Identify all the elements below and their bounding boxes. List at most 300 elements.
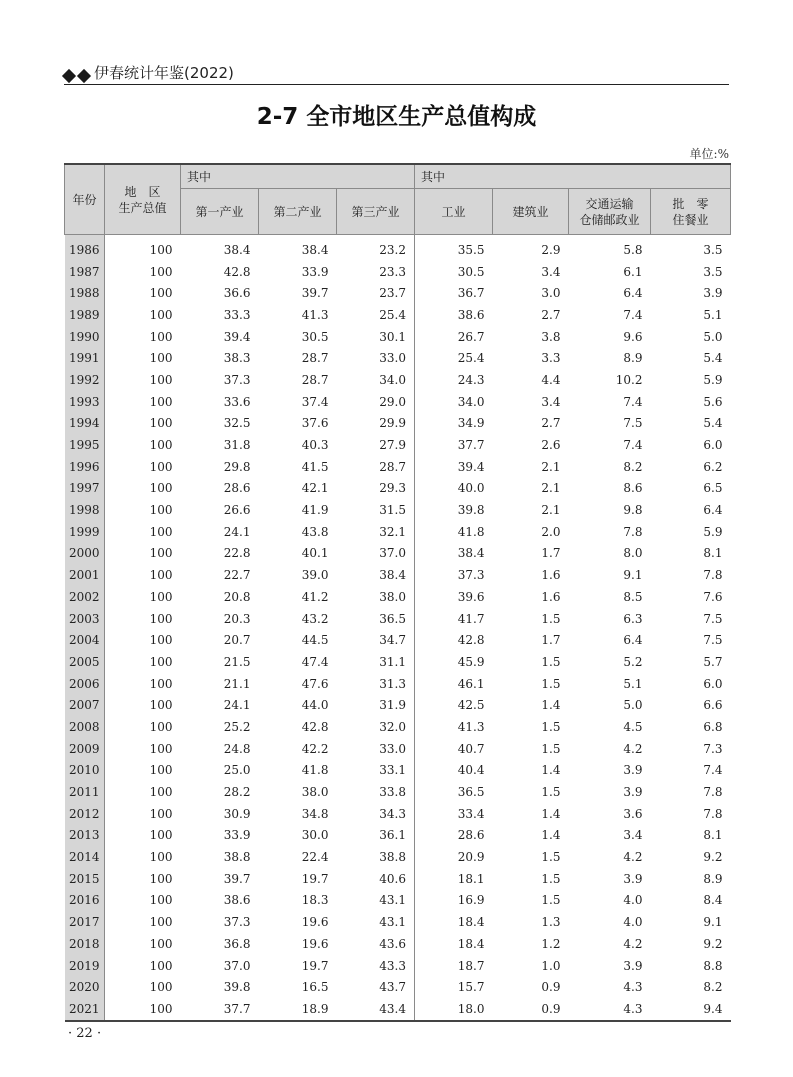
industry-cell: 16.9: [457, 893, 485, 908]
table-row: [65, 235, 731, 261]
construction-cell: 1.5: [541, 719, 561, 734]
transport-cell: 4.0: [623, 915, 643, 930]
trade-cell: 8.2: [703, 980, 723, 995]
transport-cell: 7.4: [623, 394, 643, 409]
transport-cell: 3.9: [623, 785, 643, 800]
trade-cell: 3.5: [703, 264, 723, 279]
industry-cell: 40.4: [457, 763, 485, 778]
table-body: [65, 235, 731, 1021]
primary-cell: 38.6: [223, 893, 251, 908]
transport-cell: 9.6: [623, 329, 643, 344]
primary-cell: 39.7: [223, 871, 251, 886]
secondary-cell: 37.6: [301, 416, 329, 431]
gdp-cell: 100: [149, 568, 173, 583]
tertiary-cell: 31.3: [337, 673, 415, 695]
trade-cell: 7.3: [703, 741, 723, 756]
header-row-1: [65, 164, 731, 189]
transport-cell: 3.4: [623, 828, 643, 843]
trade-cell: 9.1: [703, 915, 723, 930]
table-row: [65, 478, 731, 500]
secondary-cell: 42.8: [301, 719, 329, 734]
primary-cell: 21.5: [223, 654, 251, 669]
transport-cell: 9.8: [623, 503, 643, 518]
year-cell: 1995: [65, 434, 105, 456]
secondary-cell: 40.1: [301, 546, 329, 561]
gdp-cell: 100: [149, 719, 173, 734]
gdp-cell: 100: [149, 936, 173, 951]
col-group-sectors: 其中: [181, 164, 415, 189]
construction-cell: 1.3: [541, 915, 561, 930]
table-row: [65, 868, 731, 890]
transport-cell: 3.9: [623, 871, 643, 886]
year-cell: 1986: [65, 235, 105, 261]
industry-cell: 38.4: [457, 546, 485, 561]
secondary-cell: 42.2: [301, 741, 329, 756]
table-row: [65, 716, 731, 738]
primary-cell: 36.6: [223, 286, 251, 301]
trade-cell: 5.4: [703, 351, 723, 366]
table-row: [65, 456, 731, 478]
trade-cell: 6.2: [703, 459, 723, 474]
table-row: [65, 326, 731, 348]
trade-cell: 8.1: [703, 546, 723, 561]
gdp-cell: 100: [149, 806, 173, 821]
year-cell: 1992: [65, 369, 105, 391]
gdp-cell: 100: [149, 763, 173, 778]
tertiary-cell: 32.1: [337, 521, 415, 543]
trade-cell: 5.0: [703, 329, 723, 344]
transport-cell: 8.9: [623, 351, 643, 366]
col-trade-line2: 住餐业: [672, 212, 709, 227]
gdp-cell: 100: [149, 871, 173, 886]
year-cell: 2021: [65, 998, 105, 1021]
construction-cell: 0.9: [541, 980, 561, 995]
tertiary-cell: 23.7: [337, 282, 415, 304]
construction-cell: 3.4: [541, 394, 561, 409]
trade-cell: 7.8: [703, 785, 723, 800]
construction-cell: 1.4: [541, 698, 561, 713]
construction-cell: 1.5: [541, 850, 561, 865]
trade-cell: 9.4: [651, 998, 731, 1021]
table-row: [65, 846, 731, 868]
construction-cell: 2.1: [541, 481, 561, 496]
tertiary-cell: 28.7: [337, 456, 415, 478]
tertiary-cell: 43.4: [337, 998, 415, 1021]
primary-cell: 20.3: [223, 611, 251, 626]
gdp-cell: 100: [149, 394, 173, 409]
tertiary-cell: 36.5: [337, 608, 415, 630]
secondary-cell: 41.8: [301, 763, 329, 778]
gdp-cell: 100: [149, 958, 173, 973]
col-transport: [569, 189, 651, 235]
gdp-cell: 100: [149, 828, 173, 843]
secondary-cell: 19.6: [301, 936, 329, 951]
year-cell: 1989: [65, 304, 105, 326]
trade-cell: 5.6: [703, 394, 723, 409]
trade-cell: 3.5: [703, 242, 723, 257]
secondary-cell: 19.7: [301, 871, 329, 886]
primary-cell: 33.3: [223, 307, 251, 322]
table-row: [65, 261, 731, 283]
construction-cell: 1.4: [541, 828, 561, 843]
tertiary-cell: 38.4: [337, 564, 415, 586]
table-row: [65, 304, 731, 326]
tertiary-cell: 43.1: [337, 911, 415, 933]
col-gdp-line1: 地 区: [124, 184, 161, 199]
gdp-cell: 100: [149, 676, 173, 691]
year-cell: 2008: [65, 716, 105, 738]
tertiary-cell: 31.1: [337, 651, 415, 673]
primary-cell: 28.6: [223, 481, 251, 496]
table-row: [65, 955, 731, 977]
gdp-cell: 100: [149, 438, 173, 453]
transport-cell: 3.9: [623, 763, 643, 778]
secondary-cell: 44.5: [301, 633, 329, 648]
year-cell: 2006: [65, 673, 105, 695]
year-cell: 2017: [65, 911, 105, 933]
construction-cell: 1.7: [541, 633, 561, 648]
col-gdp-line2: 生产总值: [118, 200, 167, 215]
construction-cell: 2.7: [541, 307, 561, 322]
transport-cell: 4.5: [623, 719, 643, 734]
gdp-cell: 100: [149, 698, 173, 713]
construction-cell: 3.0: [541, 286, 561, 301]
trade-cell: 5.4: [703, 416, 723, 431]
gdp-cell: 100: [149, 785, 173, 800]
year-cell: 1998: [65, 499, 105, 521]
secondary-cell: 43.8: [301, 524, 329, 539]
construction-cell: 2.1: [541, 503, 561, 518]
construction-cell: 1.5: [541, 871, 561, 886]
tertiary-cell: 33.1: [337, 760, 415, 782]
construction-cell: 2.1: [541, 459, 561, 474]
transport-cell: 6.1: [623, 264, 643, 279]
tertiary-cell: 43.7: [337, 976, 415, 998]
primary-cell: 37.3: [223, 372, 251, 387]
trade-cell: 8.8: [703, 958, 723, 973]
trade-cell: 5.1: [703, 307, 723, 322]
trade-cell: 5.7: [703, 654, 723, 669]
year-cell: 2015: [65, 868, 105, 890]
gdp-cell: 100: [149, 503, 173, 518]
construction-cell: 2.9: [541, 242, 561, 257]
primary-cell: 39.8: [223, 980, 251, 995]
primary-cell: 22.7: [223, 568, 251, 583]
construction-cell: 1.6: [541, 589, 561, 604]
table-row: [65, 413, 731, 435]
gdp-cell: 100: [149, 741, 173, 756]
table-row: [65, 760, 731, 782]
industry-cell: 40.0: [457, 481, 485, 496]
col-primary: 第一产业: [181, 189, 259, 235]
secondary-cell: 19.6: [301, 915, 329, 930]
secondary-cell: 41.3: [301, 307, 329, 322]
gdp-cell: 100: [149, 264, 173, 279]
industry-cell: 41.8: [457, 524, 485, 539]
industry-cell: 35.5: [457, 242, 485, 257]
construction-cell: 2.0: [541, 524, 561, 539]
primary-cell: 30.9: [223, 806, 251, 821]
trade-cell: 9.2: [703, 850, 723, 865]
industry-cell: 36.5: [457, 785, 485, 800]
construction-cell: 1.5: [541, 676, 561, 691]
unit-label: 单位:%: [689, 147, 729, 161]
transport-cell: 10.2: [615, 372, 643, 387]
primary-cell: 37.7: [181, 998, 259, 1021]
industry-cell: 37.7: [457, 438, 485, 453]
year-cell: 1994: [65, 413, 105, 435]
tertiary-cell: 33.8: [337, 781, 415, 803]
industry-cell: 40.7: [457, 741, 485, 756]
yearbook-title: 伊春统计年鉴(2022): [94, 64, 234, 82]
trade-cell: 5.9: [703, 372, 723, 387]
gdp-cell: 100: [149, 524, 173, 539]
gdp-cell: 100: [149, 611, 173, 626]
table-row: [65, 694, 731, 716]
gdp-cell: 100: [149, 372, 173, 387]
industry-cell: 38.6: [457, 307, 485, 322]
secondary-cell: 28.7: [301, 372, 329, 387]
construction-cell: 3.3: [541, 351, 561, 366]
year-cell: 2012: [65, 803, 105, 825]
trade-cell: 7.4: [703, 763, 723, 778]
industry-cell: 18.4: [457, 915, 485, 930]
trade-cell: 7.5: [703, 611, 723, 626]
transport-cell: 6.4: [623, 286, 643, 301]
transport-cell: 5.8: [623, 242, 643, 257]
table-row: [65, 781, 731, 803]
table-row: [65, 282, 731, 304]
tertiary-cell: 31.5: [337, 499, 415, 521]
transport-cell: 5.0: [623, 698, 643, 713]
col-gdp: [105, 164, 181, 235]
tertiary-cell: 34.3: [337, 803, 415, 825]
secondary-cell: 19.7: [301, 958, 329, 973]
gdp-composition-table: [64, 163, 731, 1022]
tertiary-cell: 23.3: [337, 261, 415, 283]
year-cell: 2001: [65, 564, 105, 586]
secondary-cell: 47.6: [301, 676, 329, 691]
table-row: [65, 673, 731, 695]
table-row: [65, 651, 731, 673]
table-row: [65, 608, 731, 630]
industry-cell: 26.7: [457, 329, 485, 344]
industry-cell: 33.4: [457, 806, 485, 821]
tertiary-cell: 33.0: [337, 347, 415, 369]
year-cell: 1999: [65, 521, 105, 543]
secondary-cell: 40.3: [301, 438, 329, 453]
primary-cell: 38.3: [223, 351, 251, 366]
transport-cell: 4.0: [623, 893, 643, 908]
primary-cell: 28.2: [223, 785, 251, 800]
primary-cell: 36.8: [223, 936, 251, 951]
primary-cell: 24.8: [223, 741, 251, 756]
industry-cell: 30.5: [457, 264, 485, 279]
gdp-cell: 100: [149, 850, 173, 865]
year-cell: 1991: [65, 347, 105, 369]
col-construction: 建筑业: [493, 189, 569, 235]
gdp-cell: 100: [149, 481, 173, 496]
table-row: [65, 998, 731, 1021]
construction-cell: 1.4: [541, 763, 561, 778]
primary-cell: 31.8: [223, 438, 251, 453]
tertiary-cell: 36.1: [337, 825, 415, 847]
construction-cell: 1.4: [541, 806, 561, 821]
year-cell: 2007: [65, 694, 105, 716]
primary-cell: 32.5: [223, 416, 251, 431]
construction-cell: 0.9: [493, 998, 569, 1021]
tertiary-cell: 30.1: [337, 326, 415, 348]
col-secondary: 第二产业: [259, 189, 337, 235]
gdp-cell: 100: [149, 654, 173, 669]
trade-cell: 3.9: [703, 286, 723, 301]
construction-cell: 1.7: [541, 546, 561, 561]
year-cell: 2005: [65, 651, 105, 673]
year-cell: 2003: [65, 608, 105, 630]
gdp-cell: 100: [149, 459, 173, 474]
transport-cell: 4.3: [569, 998, 651, 1021]
table-row: [65, 521, 731, 543]
table-row: [65, 738, 731, 760]
transport-cell: 7.4: [623, 438, 643, 453]
secondary-cell: 30.0: [301, 828, 329, 843]
primary-cell: 42.8: [223, 264, 251, 279]
industry-cell: 18.0: [415, 998, 493, 1021]
primary-cell: 39.4: [223, 329, 251, 344]
col-industry: 工业: [415, 189, 493, 235]
industry-cell: 37.3: [457, 568, 485, 583]
primary-cell: 24.1: [223, 698, 251, 713]
tertiary-cell: 38.8: [337, 846, 415, 868]
table-row: [65, 825, 731, 847]
trade-cell: 6.6: [703, 698, 723, 713]
secondary-cell: 22.4: [301, 850, 329, 865]
primary-cell: 25.2: [223, 719, 251, 734]
transport-cell: 4.2: [623, 741, 643, 756]
table-row: [65, 976, 731, 998]
secondary-cell: 41.9: [301, 503, 329, 518]
primary-cell: 33.9: [223, 828, 251, 843]
industry-cell: 39.4: [457, 459, 485, 474]
col-trade-line1: 批 零: [672, 196, 709, 211]
industry-cell: 36.7: [457, 286, 485, 301]
year-cell: 2019: [65, 955, 105, 977]
construction-cell: 1.5: [541, 654, 561, 669]
page-number: · 22 ·: [68, 1026, 102, 1041]
gdp-cell: 100: [149, 893, 173, 908]
secondary-cell: 47.4: [301, 654, 329, 669]
construction-cell: 2.6: [541, 438, 561, 453]
page-title: 2-7 全市地区生产总值构成: [256, 104, 537, 130]
secondary-cell: 43.2: [301, 611, 329, 626]
construction-cell: 1.0: [541, 958, 561, 973]
transport-cell: 8.2: [623, 459, 643, 474]
secondary-cell: 30.5: [301, 329, 329, 344]
trade-cell: 9.2: [703, 936, 723, 951]
secondary-cell: 38.4: [301, 242, 329, 257]
year-cell: 2018: [65, 933, 105, 955]
table-row: [65, 434, 731, 456]
year-cell: 2009: [65, 738, 105, 760]
trade-cell: 7.5: [703, 633, 723, 648]
transport-cell: 8.6: [623, 481, 643, 496]
tertiary-cell: 43.1: [337, 890, 415, 912]
secondary-cell: 41.2: [301, 589, 329, 604]
year-cell: 2020: [65, 976, 105, 998]
gdp-cell: 100: [149, 242, 173, 257]
tertiary-cell: 34.7: [337, 629, 415, 651]
trade-cell: 6.0: [703, 676, 723, 691]
gdp-cell: 100: [149, 980, 173, 995]
year-cell: 2004: [65, 629, 105, 651]
gdp-cell: 100: [149, 351, 173, 366]
transport-cell: 6.4: [623, 633, 643, 648]
secondary-cell: 28.7: [301, 351, 329, 366]
secondary-cell: 33.9: [301, 264, 329, 279]
transport-cell: 7.8: [623, 524, 643, 539]
industry-cell: 15.7: [457, 980, 485, 995]
header-rule: [64, 84, 729, 85]
tertiary-cell: 40.6: [337, 868, 415, 890]
col-tertiary: 第三产业: [337, 189, 415, 235]
primary-cell: 38.4: [223, 242, 251, 257]
secondary-cell: 34.8: [301, 806, 329, 821]
transport-cell: 7.4: [623, 307, 643, 322]
industry-cell: 20.9: [457, 850, 485, 865]
transport-cell: 3.6: [623, 806, 643, 821]
industry-cell: 41.7: [457, 611, 485, 626]
year-cell: 1996: [65, 456, 105, 478]
primary-cell: 26.6: [223, 503, 251, 518]
construction-cell: 3.4: [541, 264, 561, 279]
transport-cell: 4.3: [623, 980, 643, 995]
tertiary-cell: 29.3: [337, 478, 415, 500]
year-cell: 1988: [65, 282, 105, 304]
tertiary-cell: 38.0: [337, 586, 415, 608]
table-row: [65, 391, 731, 413]
table-row: [65, 564, 731, 586]
industry-cell: 18.1: [457, 871, 485, 886]
primary-cell: 20.7: [223, 633, 251, 648]
secondary-cell: 39.7: [301, 286, 329, 301]
construction-cell: 1.5: [541, 611, 561, 626]
construction-cell: 3.8: [541, 329, 561, 344]
construction-cell: 4.4: [541, 372, 561, 387]
secondary-cell: 39.0: [301, 568, 329, 583]
tertiary-cell: 33.0: [337, 738, 415, 760]
primary-cell: 37.3: [223, 915, 251, 930]
industry-cell: 34.9: [457, 416, 485, 431]
year-cell: 1993: [65, 391, 105, 413]
transport-cell: 9.1: [623, 568, 643, 583]
gdp-cell: 100: [105, 998, 181, 1021]
tertiary-cell: 43.6: [337, 933, 415, 955]
secondary-cell: 18.9: [259, 998, 337, 1021]
primary-cell: 21.1: [223, 676, 251, 691]
primary-cell: 29.8: [223, 459, 251, 474]
gdp-cell: 100: [149, 633, 173, 648]
secondary-cell: 37.4: [301, 394, 329, 409]
primary-cell: 20.8: [223, 589, 251, 604]
transport-cell: 4.2: [623, 850, 643, 865]
year-cell: 1990: [65, 326, 105, 348]
running-header: [64, 62, 729, 86]
table-row: [65, 543, 731, 565]
trade-cell: 8.1: [703, 828, 723, 843]
table-row: [65, 586, 731, 608]
secondary-cell: 42.1: [301, 481, 329, 496]
industry-cell: 25.4: [457, 351, 485, 366]
